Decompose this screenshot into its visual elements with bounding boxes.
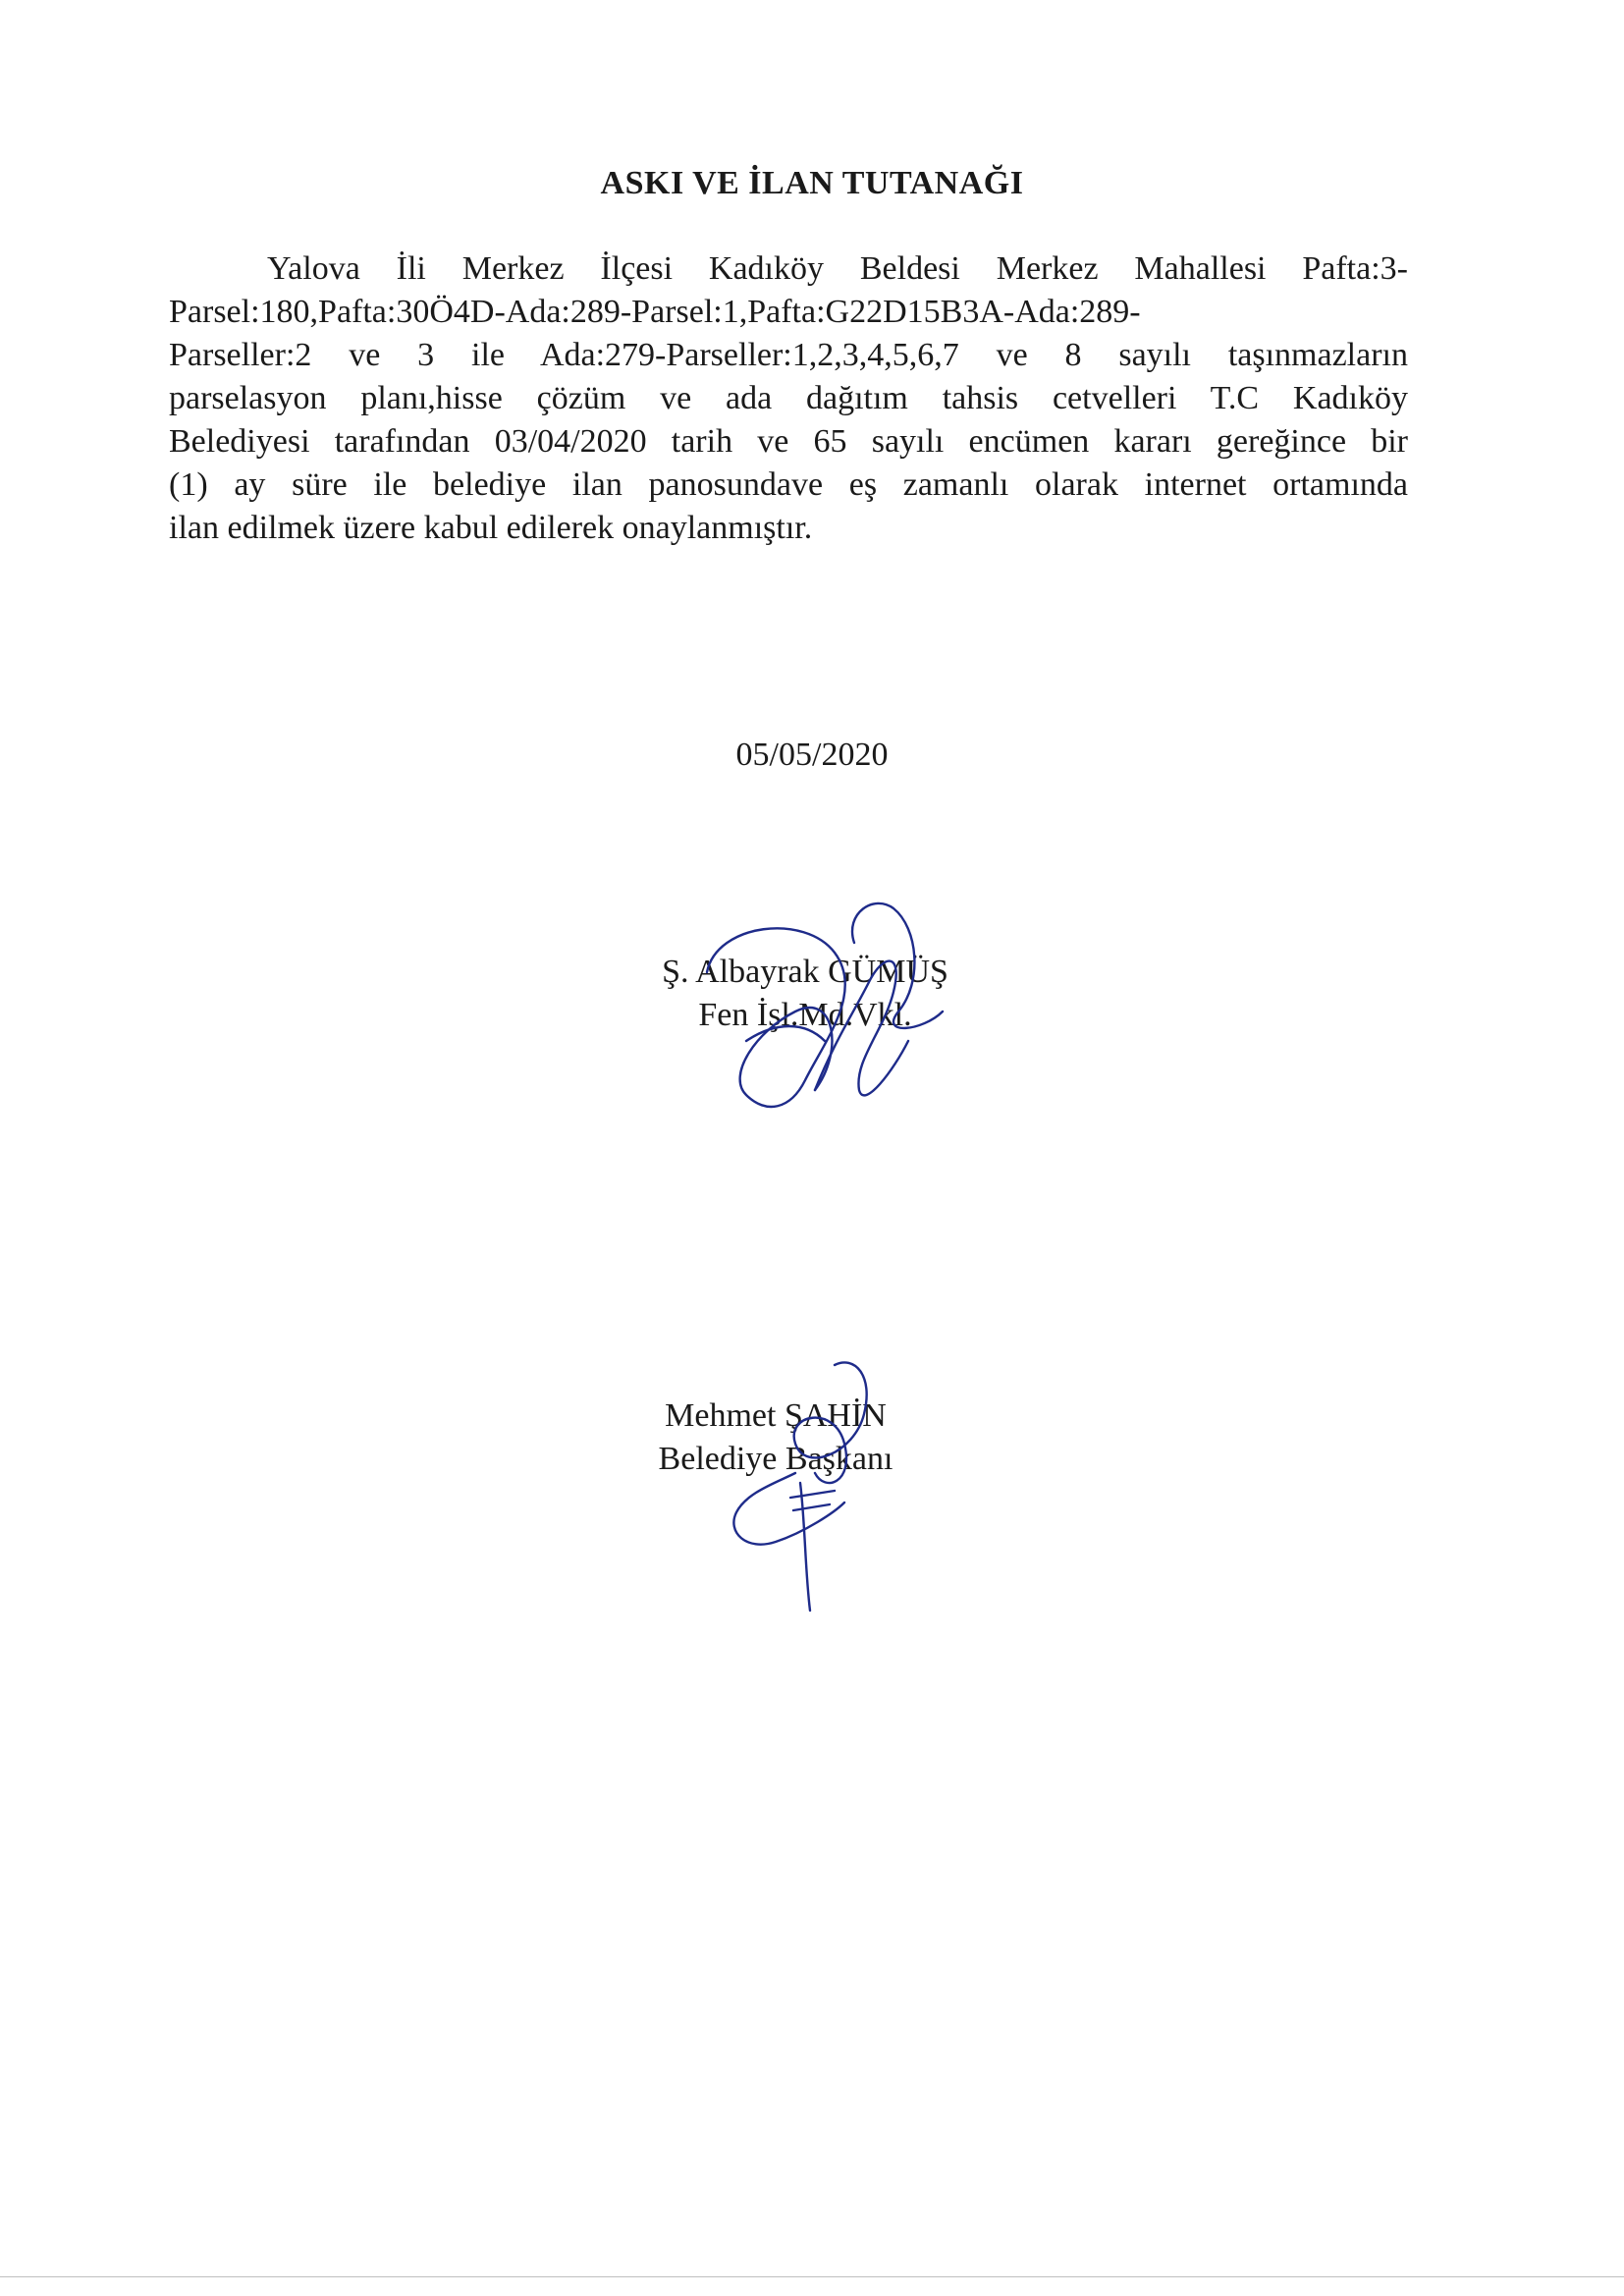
page-edge-line <box>0 2276 1624 2277</box>
signatory-role: Belediye Başkanı <box>658 1441 893 1477</box>
signatory-block-2 <box>560 1394 992 1481</box>
signatory-block-1 <box>550 951 1060 1037</box>
document-body <box>169 247 1408 550</box>
body-line-1: Yalova İli Merkez İlçesi Kadıköy Beldesi Merkez Mahallesi Pafta:3- <box>267 250 1408 287</box>
body-line-4: parselasyon planı,hisse çözüm ve ada dağıtım tahsis cetvelleri T.C Kadıköy <box>169 380 1408 416</box>
handwritten-signature-2 <box>707 1345 903 1620</box>
document-date: 05/05/2020 <box>735 737 889 773</box>
signatory-role: Fen İşl.Md.Vkl. <box>698 997 912 1033</box>
document-title: ASKI VE İLAN TUTANAĞI <box>600 165 1024 201</box>
body-line-6: (1) ay süre ile belediye ilan panosundave eş zamanlı olarak internet ortamında <box>169 466 1408 503</box>
body-line-3: Parseller:2 ve 3 ile Ada:279-Parseller:1,2,3,4,5,6,7 ve 8 sayılı taşınmazların <box>169 337 1408 373</box>
signatory-name: Mehmet ŞAHİN <box>665 1397 887 1434</box>
body-line-2: Parsel:180,Pafta:30Ö4D-Ada:289-Parsel:1,Pafta:G22D15B3A-Ada:289- <box>169 294 1141 330</box>
body-line-7: ilan edilmek üzere kabul edilerek onaylanmıştır. <box>169 510 813 546</box>
body-line-5: Belediyesi tarafından 03/04/2020 tarih ve 65 sayılı encümen kararı gereğince bir <box>169 423 1408 460</box>
signatory-name: Ş. Albayrak GÜMÜŞ <box>662 954 948 990</box>
